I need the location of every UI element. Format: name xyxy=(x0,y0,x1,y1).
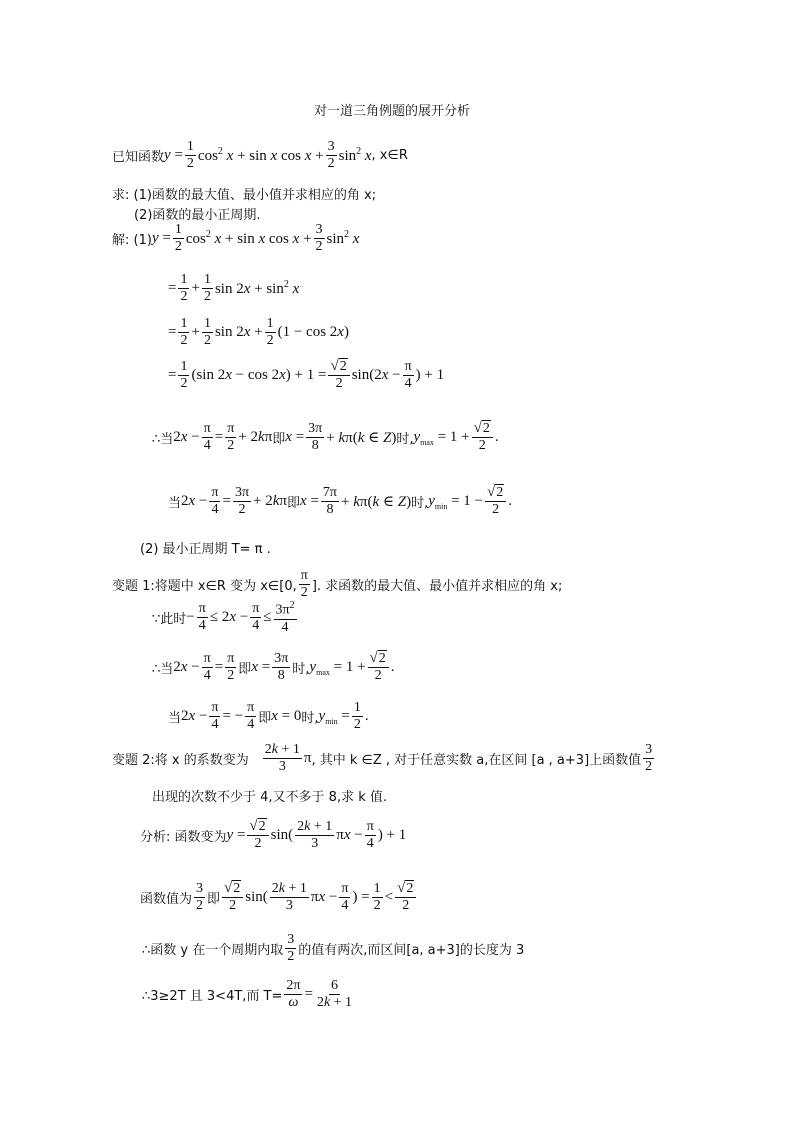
min-line: 当 2x − $\frac{\pi}{4}$ = $\frac{3\pi}{2}$ + 2kπ 即 x = $\frac{7\pi}{8}$ + kπ(k ∈ Z) 时, $y_{min} = 1$ − √ 2 2 . xyxy=(168,484,512,518)
final-a: ∴3≥2T 且 3<4T,而 T= xyxy=(142,989,283,1005)
given-line: 已知函数 y = $\frac{1}{2}$ $\cos^2 x + \sin x$ cos x + $\frac{3}{2}$ $\sin^2 x$ , x∈R xyxy=(112,139,408,172)
variant1-max: ∴当 2x − $\frac{\pi}{4}$ = $\frac{\pi}{2}$ 即 x = $\frac{3\pi}{8}$ 时, $y_{max} = 1$ + √ 2 2 . xyxy=(152,650,395,684)
period-answer: (2) 最小正周期 T= π . xyxy=(140,542,271,557)
variant2-title: 变题 2:将 x 的系数变为 $\frac{2k + 1}{3}$ π , 其中 k ∈Z , 对于任意实数 a,在区间 [a , a+3]上函数值 $\frac{3}{2}$ xyxy=(112,742,653,775)
solution-line-2: = $\frac{1}{2}$ + $\frac{1}{2}$ $\sin 2x + \sin^2 x$ xyxy=(168,272,300,305)
variant2-value: 函数值为 $\frac{3}{2}$ 即 √ 2 2 sin( $\frac{2k + 1}{3}$ πx − $\frac{\pi}{4}$ ) = $\frac{1}{2}$ < √ 2 2 xyxy=(140,880,418,915)
shi-label: 时, xyxy=(301,711,319,727)
variant1-range: ∵此时 − $\frac{\pi}{4}$ ≤ 2x − $\frac{\pi}{4}$ ≤ $\frac{3\pi^2}{4}$ xyxy=(152,600,295,635)
variant1-title: 变题 1:将题中 x∈R 变为 x∈[0, $\frac{\pi}{2}$ ]. 求函数的最大值、最小值并求相应的角 x; xyxy=(112,568,563,601)
therefore-label: ∴当 xyxy=(152,431,174,447)
conclusion-b: 的值有两次,而区间[a, a+3]的长度为 3 xyxy=(298,943,525,959)
shi-label: 时, xyxy=(411,495,429,511)
ji-label: 即 xyxy=(258,711,272,727)
variant2-analysis: 分析: 函数变为 y = √ 2 2 sin( $\frac{2k + 1}{3}$ πx − $\frac{\pi}{4}$ ) + 1 xyxy=(140,818,407,852)
max-line: ∴当 2x − $\frac{\pi}{4}$ = $\frac{\pi}{2}$ + 2kπ 即 x = $\frac{3\pi}{8}$ + kπ(k ∈ Z) 时, $y_{max} = 1$ + √ 2 2 . xyxy=(152,420,499,454)
variant2-text-a: 变题 2:将 x 的系数变为 xyxy=(112,753,249,769)
question-1: 求: (1)函数的最大值、最小值并求相应的角 x; xyxy=(112,188,377,203)
therefore-label: ∴当 xyxy=(152,661,174,677)
solution-label: 解: (1) xyxy=(112,233,152,249)
solution-line-3: = $\frac{1}{2}$ + $\frac{1}{2}$ sin 2x + $\frac{1}{2}$ (1 − cos 2x) xyxy=(168,316,349,349)
given-prefix: 已知函数 xyxy=(112,150,165,166)
solution-line-1: 解: (1) y = $\frac{1}{2}$ $\cos^2 x + \sin x$ cos x + $\frac{3}{2}$ $\sin^2 x$ xyxy=(112,222,360,255)
question-2: (2)函数的最小正周期. xyxy=(134,208,261,223)
when-label: 当 xyxy=(168,711,182,727)
ji-label: 即 xyxy=(287,495,301,511)
domain-note: , x∈R xyxy=(371,148,408,164)
ji-label: 即 xyxy=(272,431,286,447)
variant2-conclusion: ∴函数 y 在一个周期内取 $\frac{3}{2}$ 的值有两次,而区间[a, a+3]的长度为 3 xyxy=(142,932,525,965)
value-label: 函数值为 xyxy=(140,891,193,907)
solution-line-4: = $\frac{1}{2}$ (sin 2x − cos 2x) + 1 = √ 2 2 sin(2x − $\frac{\pi}{4}$ ) + 1 xyxy=(168,358,445,392)
because-label: ∵此时 xyxy=(152,612,187,628)
analysis-label: 分析: 函数变为 xyxy=(140,829,227,845)
variant2-text-b: , 其中 k ∈Z , 对于任意实数 a,在区间 [a , a+3]上函数值 xyxy=(311,753,642,769)
conclusion-a: ∴函数 y 在一个周期内取 xyxy=(142,943,284,959)
variant2-condition: 出现的次数不少于 4,又不多于 8,求 k 值. xyxy=(152,790,387,805)
ji-label: 即 xyxy=(238,661,252,677)
page-title: 对一道三角例题的展开分析 xyxy=(314,104,471,119)
variant1-text-b: ]. 求函数的最大值、最小值并求相应的角 x; xyxy=(311,579,563,595)
variant2-final: ∴3≥2T 且 3<4T,而 T= $\frac{2\pi}{\omega}$ = $\frac{6}{2k + 1}$ xyxy=(142,978,353,1011)
variant1-min: 当 2x − $\frac{\pi}{4}$ = − $\frac{\pi}{4}$ 即 x = 0 时, $y_{min}$ = $\frac{1}{2}$ . xyxy=(168,700,369,733)
shi-label: 时, xyxy=(396,431,414,447)
when-label: 当 xyxy=(168,495,182,511)
value-ji: 即 xyxy=(207,891,221,907)
shi-label: 时, xyxy=(292,661,310,677)
variant1-text-a: 变题 1:将题中 x∈R 变为 x∈[0, xyxy=(112,579,297,595)
